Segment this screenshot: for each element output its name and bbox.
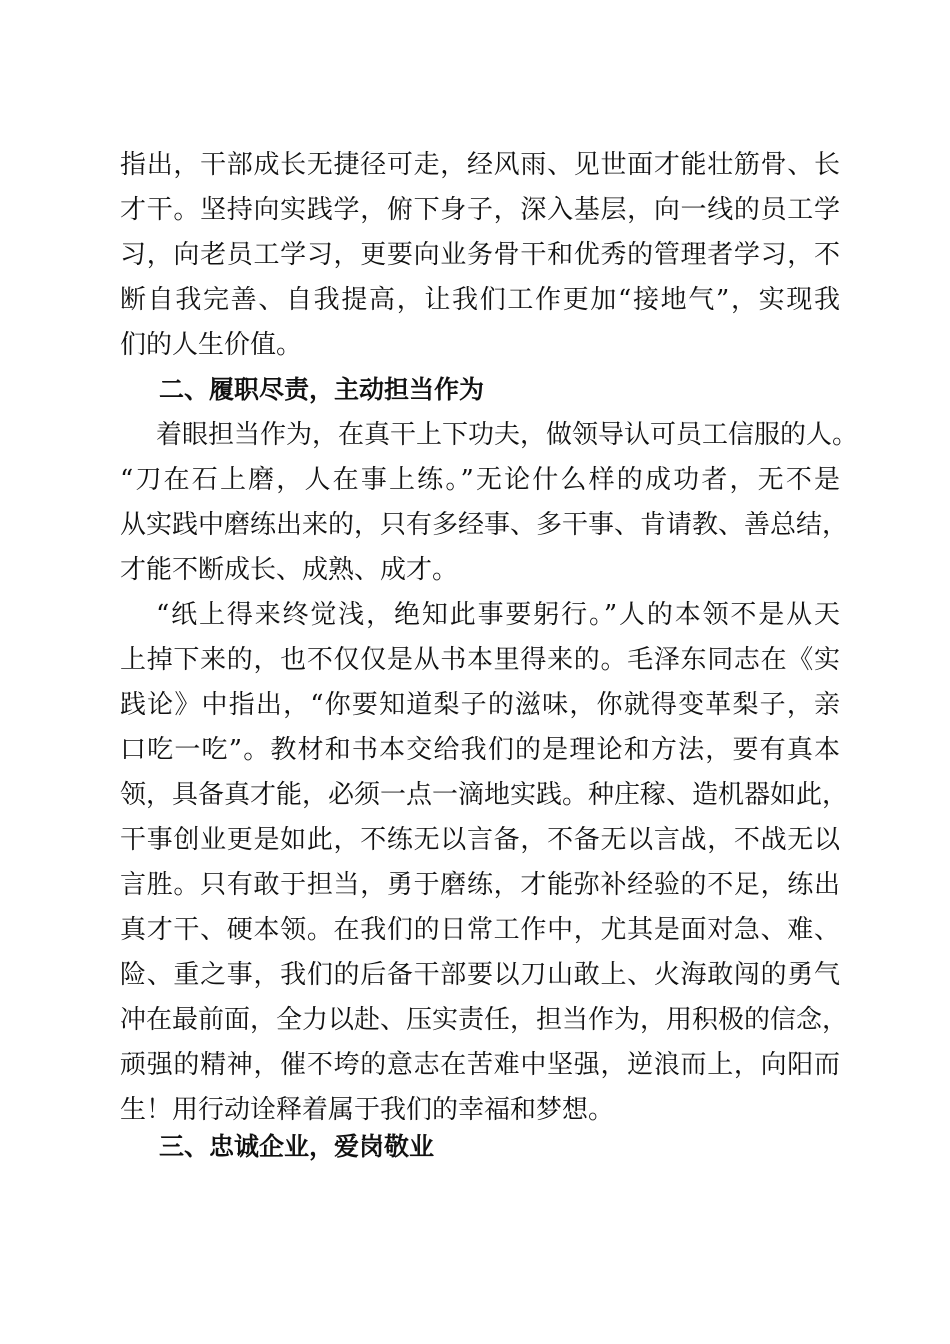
paragraph-line: 顽强的精神，催不垮的意志在苦难中坚强，逆浪而上，向阳而 [120, 1050, 840, 1080]
paragraph-line: 生！用行动诠释着属于我们的幸福和梦想。 [120, 1095, 615, 1125]
paragraph-line: 指出，干部成长无捷径可走，经风雨、见世面才能壮筋骨、长 [120, 150, 840, 180]
paragraph-line: 险、重之事，我们的后备干部要以刀山敢上、火海敢闯的勇气 [120, 960, 840, 990]
paragraph-line: 从实践中磨练出来的，只有多经事、多干事、肯请教、善总结， [120, 510, 849, 540]
paragraph-line: “刀在石上磨，人在事上练。”无论什么样的成功者，无不是 [120, 465, 840, 495]
paragraph-line: “纸上得来终觉浅，绝知此事要躬行。”人的本领不是从天 [156, 600, 840, 630]
paragraph-line: 断自我完善、自我提高，让我们工作更加“接地气”，实现我 [120, 285, 840, 315]
paragraph-line: 才能不断成长、成熟、成才。 [120, 555, 459, 585]
section-heading-3: 三、忠诚企业，爱岗敬业 [159, 1132, 435, 1161]
section-heading-2: 二、履职尽责，主动担当作为 [159, 375, 485, 404]
paragraph-line: 口吃一吃”。教材和书本交给我们的是理论和方法，要有真本 [120, 735, 840, 765]
paragraph-line: 冲在最前面，全力以赴、压实责任，担当作为，用积极的信念， [120, 1005, 849, 1035]
paragraph-line: 真才干、硬本领。在我们的日常工作中，尤其是面对急、难、 [120, 915, 840, 945]
paragraph-line: 干事创业更是如此，不练无以言备，不备无以言战，不战无以 [120, 825, 840, 855]
paragraph-line: 上掉下来的，也不仅仅是从书本里得来的。毛泽东同志在《实 [120, 645, 840, 675]
paragraph-line: 们的人生价值。 [120, 330, 303, 360]
paragraph-line: 领，具备真才能，必须一点一滴地实践。种庄稼、造机器如此， [120, 780, 849, 810]
paragraph-line: 习，向老员工学习，更要向业务骨干和优秀的管理者学习，不 [120, 240, 840, 270]
paragraph-line: 着眼担当作为，在真干上下功夫，做领导认可员工信服的人。 [156, 420, 859, 450]
paragraph-line: 言胜。只有敢于担当，勇于磨练，才能弥补经验的不足，练出 [120, 870, 840, 900]
paragraph-line: 才干。坚持向实践学，俯下身子，深入基层，向一线的员工学 [120, 195, 840, 225]
paragraph-line: 践论》中指出，“你要知道梨子的滋味，你就得变革梨子，亲 [120, 690, 840, 720]
